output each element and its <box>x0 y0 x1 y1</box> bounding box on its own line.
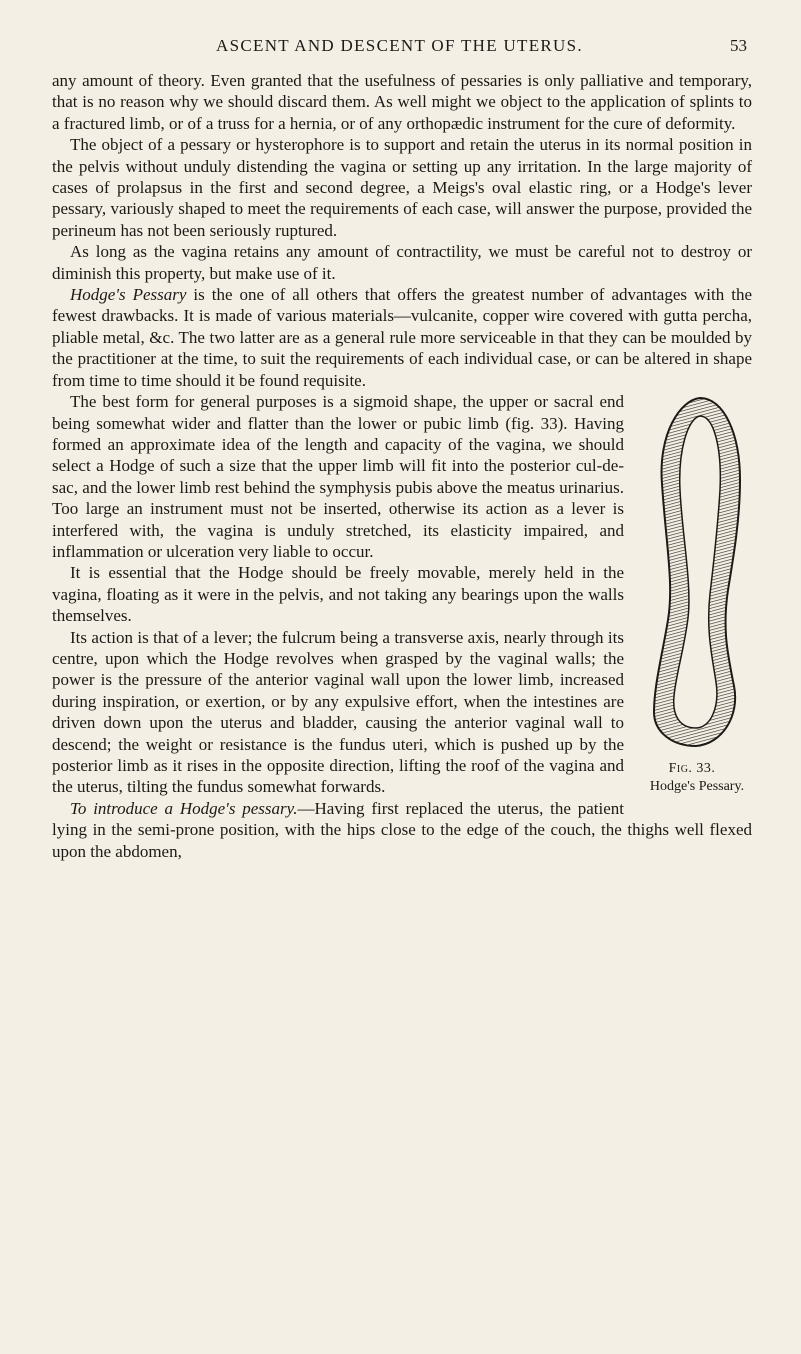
paragraph-1: any amount of theory. Even granted that the usefulness of pessaries is only palliative and temporary, that is no reason why we should discard them. As well might we object to the application of splints to a fractured limb, or of a truss for a hernia, or of any orthopædic instrument for the cure of deformity. <box>52 71 752 133</box>
paragraph-3: As long as the vagina retains any amount of contractility, we must be careful not to destroy or diminish this property, but make use of it. <box>52 242 752 283</box>
introduce-pessary-heading: To introduce a Hodge's pessary. <box>70 798 298 818</box>
page-header <box>52 36 747 56</box>
hodge-pessary-illustration <box>640 394 752 752</box>
body-text <box>52 70 752 862</box>
hodges-pessary-heading: Hodge's Pessary <box>70 285 187 305</box>
paragraph-6: It is essential that the Hodge should be freely movable, merely held in the vagina, floating as it were in the pelvis, and not taking any bearings upon the walls themselves. <box>52 563 624 626</box>
paragraph-8-text: —Having first replaced the uterus, the patient lying in the semi-prone position, with the hips close to the edge of the couch, the thighs well flexed upon the abdomen, <box>52 798 752 861</box>
running-title: ASCENT AND DESCENT OF THE UTERUS. <box>216 36 583 55</box>
paragraph-8 <box>52 798 752 862</box>
page-number: 53 <box>730 36 747 55</box>
paragraph-2: The object of a pessary or hysterophore is to support and retain the uterus in its normal position in the pelvis without unduly distending the vagina or setting up any irritation. In the large majority of cases of prolapsus in the first and second degree, a Meigs's oval elastic ring, or a Hodge's lever pessary, variously shaped to meet the requirements of each case, will answer the purpose, provided the perineum has not been seriously ruptured. <box>52 135 752 240</box>
paragraph-7: Its action is that of a lever; the fulcrum being a transverse axis, nearly through its centre, upon which the Hodge revolves when grasped by the vaginal walls; the power is the pressure of the anterior vaginal wall upon the lower limb, increased during inspiration, or exertion, or by any expulsive effort, when the intestines are driven down upon the uterus and bladder, causing the anterior vaginal wall to descend; the weight or resistance is the fundus uteri, which is pushed up by the posterior limb as it rises in the opposite direction, lifting the roof of the vagina and the uterus, tilting the fundus somewhat forwards. <box>52 627 624 797</box>
paragraph-4-text: is the one of all others that offers the greatest number of advantages with the fewest drawbacks. It is made of various materials—vulcanite, copper wire covered with gutta percha, pliable metal, &c. The two latter are as a general rule more serviceable in that they can be moulded by the practitioner at the time, to suit the requirements of each individual case, or can be altered in shape from time to time should it be found requisite. <box>52 285 752 390</box>
figure-caption: Hodge's Pessary. <box>649 779 745 795</box>
paragraph-5: The best form for general purposes is a sigmoid shape, the upper or sacral end being somewhat wider and flatter than the lower or pubic limb (fig. 33). Having formed an approximate idea of the length and capacity of the vagina, we should select a Hodge of such a size that the upper limb will fit into the posterior cul-de-sac, and the lower limb rest behind the symphysis pubis above the meatus urinarius. Too large an instrument must not be inserted, otherwise its action as a lever is interfered with, the vagina is unduly stretched, its elasticity impaired, and inflammation or ulceration very liable to occur. <box>52 392 624 561</box>
figure-33 <box>632 394 752 802</box>
figure-label: Fig. 33. <box>668 761 716 777</box>
paragraph-4 <box>52 284 752 391</box>
